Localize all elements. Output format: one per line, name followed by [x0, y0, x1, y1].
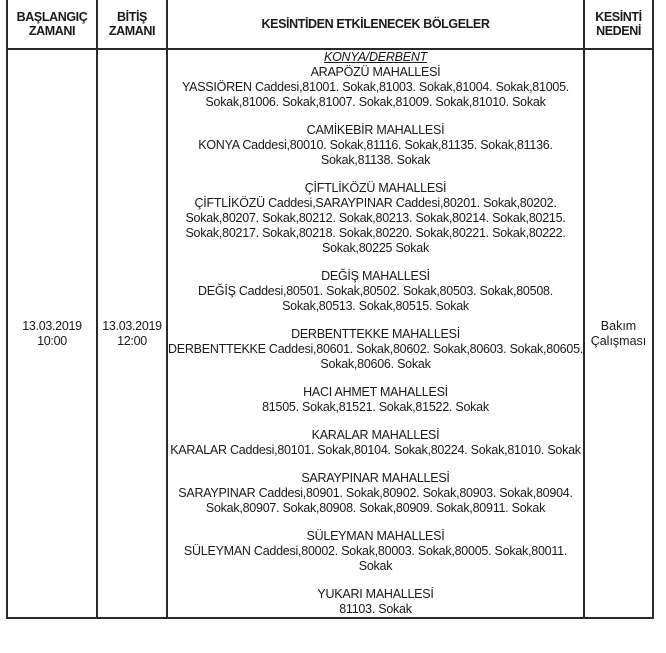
- end-date: 13.03.2019: [102, 318, 162, 333]
- header-end-line1: BİTİŞ: [117, 10, 147, 24]
- list-item: [168, 65, 583, 110]
- mahalle-streets: DERBENTTEKKE Caddesi,80601. Sokak,80602. Sokak,80603. Sokak,80605. Sokak,80606. Sokak: [168, 342, 584, 371]
- mahalle-name: DEĞİŞ MAHALLESİ: [321, 269, 430, 283]
- header-start-line1: BAŞLANGIÇ: [16, 10, 88, 24]
- mahalle-name: SARAYPINAR MAHALLESİ: [301, 471, 450, 485]
- start-time-cell: [7, 49, 97, 618]
- header-row: [7, 0, 653, 49]
- affected-regions-cell: [167, 49, 584, 618]
- list-item: [168, 123, 583, 168]
- mahalle-name: HACI AHMET MAHALLESİ: [303, 385, 448, 399]
- reason-line2: Çalışması: [590, 333, 647, 348]
- mahalle-streets: DEĞİŞ Caddesi,80501. Sokak,80502. Sokak,80503. Sokak,80508. Sokak,80513. Sokak,80515. Sokak: [198, 284, 553, 313]
- mahalle-streets: 81505. Sokak,81521. Sokak,81522. Sokak: [262, 400, 489, 414]
- mahalle-streets: YASSIÖREN Caddesi,81001. Sokak,81003. Sokak,81004. Sokak,81005. Sokak,81006. Sokak,81007. Sokak,81009. Sokak,81010. Sokak: [181, 80, 570, 109]
- mahalle-name: YUKARI MAHALLESİ: [317, 587, 434, 601]
- outage-table: [6, 0, 654, 619]
- mahalle-list: [168, 65, 583, 617]
- header-start-time: [7, 0, 97, 49]
- mahalle-streets: 81103. Sokak: [339, 602, 412, 616]
- reason-line1: Bakım: [600, 318, 637, 333]
- mahalle-name: CAMİKEBİR MAHALLESİ: [306, 123, 445, 137]
- list-item: [168, 529, 583, 574]
- header-reason-line2: NEDENİ: [596, 24, 641, 38]
- start-time: 10:00: [37, 333, 67, 348]
- end-time-cell: [97, 49, 167, 618]
- mahalle-name: ARAPÖZÜ MAHALLESİ: [310, 65, 441, 79]
- list-item: [168, 385, 583, 415]
- end-time: 12:00: [117, 333, 147, 348]
- mahalle-name: KARALAR MAHALLESİ: [311, 428, 440, 442]
- mahalle-streets: SÜLEYMAN Caddesi,80002. Sokak,80003. Sokak,80005. Sokak,80011. Sokak: [183, 544, 568, 573]
- district-title: KONYA/DERBENT: [323, 50, 428, 64]
- mahalle-name: DERBENTTEKKE MAHALLESİ: [291, 327, 460, 341]
- mahalle-streets: SARAYPINAR Caddesi,80901. Sokak,80902. Sokak,80903. Sokak,80904. Sokak,80907. Sokak,80908. Sokak,80909. Sokak,80911. Sokak: [178, 486, 573, 515]
- header-end-time: [97, 0, 167, 49]
- list-item: [168, 471, 583, 516]
- mahalle-streets: ÇİFTLİKÖZÜ Caddesi,SARAYPINAR Caddesi,80201. Sokak,80202. Sokak,80207. Sokak,80212. Sokak,80213. Sokak,80214. Sokak,80215. Sokak,80217. Sokak,80218. Sokak,80220. Sokak,80221. Sokak,80222. Sokak,80225 Sokak: [185, 196, 566, 255]
- reason-cell: [584, 49, 653, 618]
- start-date: 13.03.2019: [22, 318, 82, 333]
- mahalle-streets: KARALAR Caddesi,80101. Sokak,80104. Sokak,80224. Sokak,81010. Sokak: [170, 443, 581, 457]
- list-item: [168, 269, 583, 314]
- header-start-line2: ZAMANI: [28, 24, 76, 38]
- table-row: [7, 49, 653, 618]
- mahalle-streets: KONYA Caddesi,80010. Sokak,81116. Sokak,81135. Sokak,81136. Sokak,81138. Sokak: [198, 138, 553, 167]
- mahalle-name: ÇİFTLİKÖZÜ MAHALLESİ: [304, 181, 447, 195]
- header-affected-regions: KESİNTİDEN ETKİLENECEK BÖLGELER: [167, 0, 584, 49]
- mahalle-name: SÜLEYMAN MAHALLESİ: [306, 529, 445, 543]
- list-item: [168, 428, 583, 458]
- header-reason-line1: KESİNTİ: [595, 10, 642, 24]
- list-item: [168, 327, 583, 372]
- list-item: [168, 181, 583, 256]
- header-end-line2: ZAMANI: [108, 24, 156, 38]
- list-item: [168, 587, 583, 617]
- header-reason: [584, 0, 653, 49]
